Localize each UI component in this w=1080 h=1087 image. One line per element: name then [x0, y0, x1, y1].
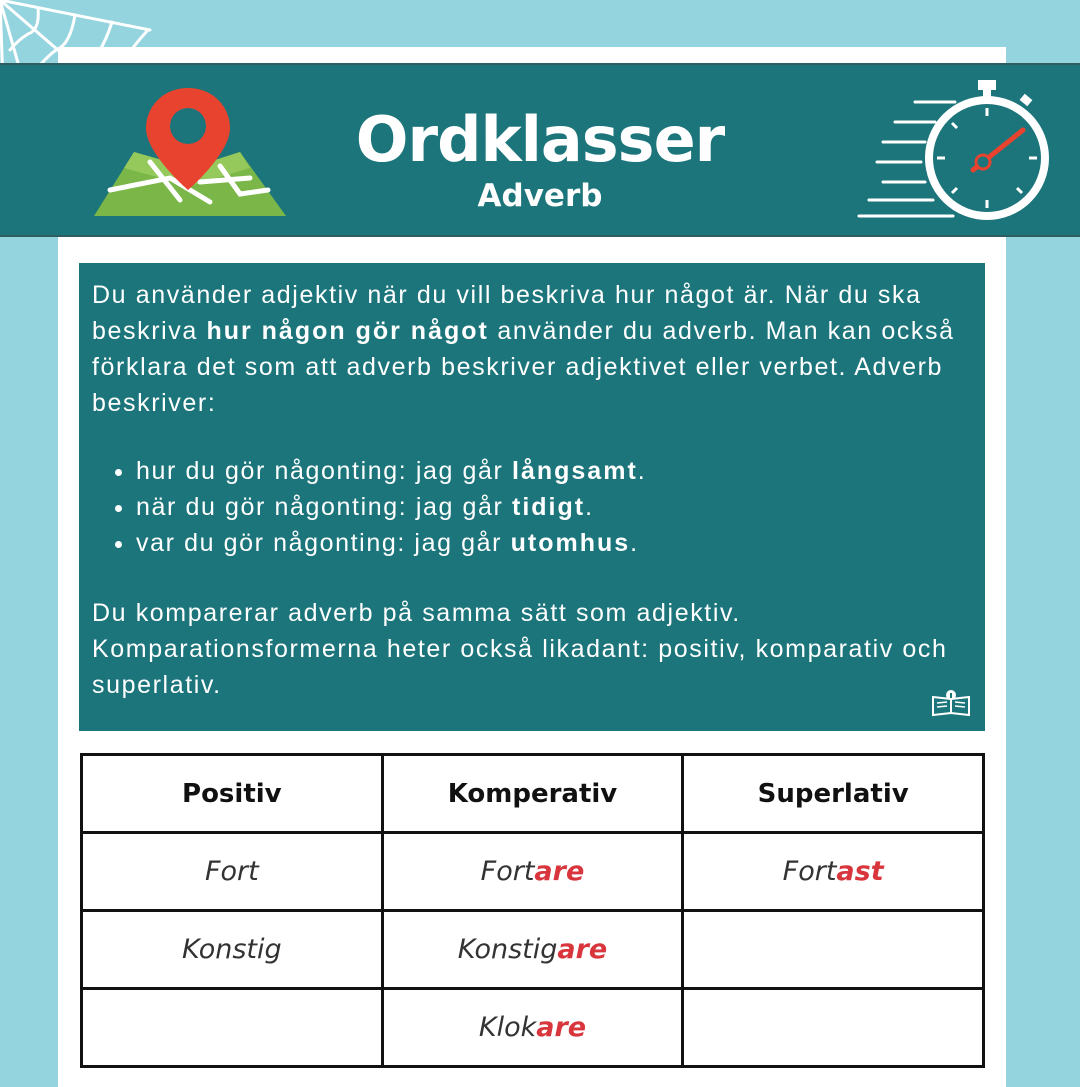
table-cell: Konstigare — [382, 911, 683, 989]
table-cell: Fort — [82, 833, 383, 911]
comparison-table — [80, 753, 985, 1068]
list-item: • hur du gör någonting: jag går långsamt. — [136, 453, 971, 489]
page-title: Ordklasser — [355, 103, 725, 176]
page-subtitle: Adverb — [477, 178, 603, 214]
table-cell: Fortare — [382, 833, 683, 911]
table-cell: Fortast — [683, 833, 984, 911]
table-cell — [82, 989, 383, 1067]
table-row — [82, 833, 984, 911]
intro-paragraph: Du använder adjektiv när du vill beskriva hur något är. När du ska beskriva hur någon gör något använder du adverb. Man kan också förklara det som att adverb beskriver adjektivet eller verbet. Adverb beskriver: — [92, 281, 955, 417]
book-icon — [931, 689, 971, 717]
header-positiv: Positiv — [82, 755, 383, 833]
table-cell: Konstig — [82, 911, 383, 989]
table-cell — [683, 989, 984, 1067]
table-cell — [683, 911, 984, 989]
header-superlativ: Superlativ — [683, 755, 984, 833]
list-item: • när du gör någonting: jag går tidigt. — [136, 489, 971, 525]
table-row — [82, 911, 984, 989]
table-header-row — [82, 755, 984, 833]
list-item: • var du gör någonting: jag går utomhus. — [136, 525, 971, 561]
header-komperativ: Komperativ — [382, 755, 683, 833]
table-row — [82, 989, 984, 1067]
comparison-paragraph: Du komparerar adverb på samma sätt som adjektiv. Komparationsformerna heter också likadant: positiv, komparativ och superlativ. — [92, 599, 948, 699]
info-box — [79, 263, 985, 731]
table-cell: Klokare — [382, 989, 683, 1067]
emphasis-text: hur någon gör något — [206, 317, 489, 345]
adverb-list — [92, 453, 971, 561]
